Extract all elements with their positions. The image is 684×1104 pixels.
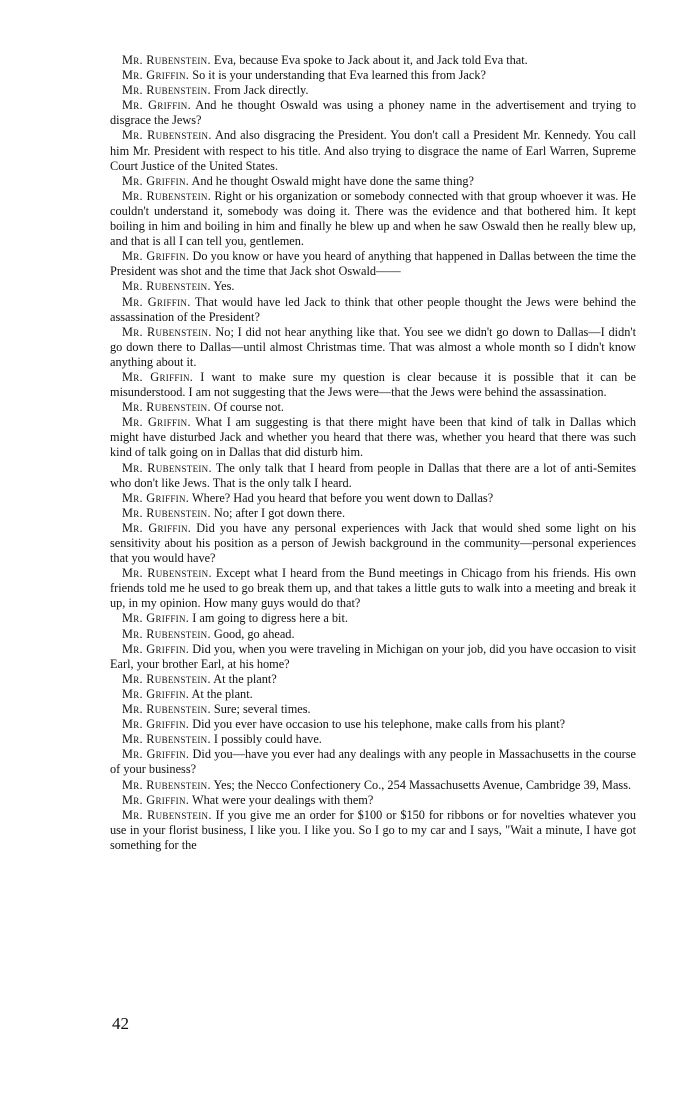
speaker-name: Mr. Rubenstein.: [122, 400, 211, 415]
paragraph: [110, 687, 636, 702]
paragraph-text: What were your dealings with them?: [189, 792, 374, 807]
speaker-name: Mr. Rubenstein.: [122, 626, 211, 641]
paragraph-text: Yes; the Necco Confectionery Co., 254 Massachusetts Avenue, Cambridge 39, Mass.: [210, 777, 632, 792]
paragraph: [110, 370, 636, 400]
paragraph: [110, 506, 636, 521]
speaker-name: Mr. Griffin.: [122, 98, 191, 113]
paragraph-text: Of course not.: [210, 400, 284, 415]
paragraph-text: Yes.: [210, 279, 235, 294]
speaker-name: Mr. Rubenstein.: [122, 807, 212, 822]
paragraph-text: At the plant?: [210, 671, 277, 686]
paragraph: [110, 249, 636, 279]
paragraph-text: And he thought Oswald was using a phoney name in the advertisement and trying to disgrace the Jews?: [110, 98, 636, 128]
paragraph: [110, 279, 636, 294]
speaker-name: Mr. Griffin.: [122, 686, 190, 701]
paragraph-text: If you give me an order for $100 or $150 for ribbons or for novelties whatever you use in your florist business, I like you. I like you. So I go to my car and I says, "Wait a minute, I have got something for the: [110, 807, 636, 852]
speaker-name: Mr. Rubenstein.: [122, 777, 211, 792]
paragraph-text: Did you ever have occasion to use his telephone, make calls from his plant?: [189, 717, 566, 732]
paragraph: [110, 566, 636, 611]
paragraph-text: From Jack directly.: [210, 83, 309, 98]
paragraph: [110, 68, 636, 83]
paragraph: [110, 808, 636, 853]
paragraph-text: No; I did not hear anything like that. You see we didn't go down to Dallas—I didn't go down there to Dallas—until almost Christmas time. That was almost a whole month so I didn't know anything about it.: [110, 324, 637, 369]
paragraph: [110, 83, 636, 98]
paragraph: [110, 189, 636, 249]
paragraph: [110, 611, 636, 626]
speaker-name: Mr. Rubenstein.: [122, 188, 212, 203]
speaker-name: Mr. Rubenstein.: [122, 324, 212, 339]
paragraph: [110, 400, 636, 415]
speaker-name: Mr. Griffin.: [122, 294, 191, 309]
paragraph-text: Good, go ahead.: [210, 626, 295, 641]
paragraph: [110, 53, 636, 68]
paragraph: [110, 325, 636, 370]
speaker-name: Mr. Griffin.: [122, 68, 190, 83]
paragraph: [110, 415, 636, 460]
speaker-name: Mr. Griffin.: [122, 173, 190, 188]
paragraph-text: That would have led Jack to think that other people thought the Jews were behind the assassination of the President?: [110, 294, 636, 324]
paragraph: [110, 732, 636, 747]
paragraph-text: I want to make sure my question is clear because it is possible that it can be misunderstood. I am not suggesting that the Jews were—that the Jews were behind the assassination.: [110, 369, 636, 400]
speaker-name: Mr. Griffin.: [122, 369, 194, 384]
paragraph-text: And he thought Oswald might have done the same thing?: [189, 173, 474, 188]
paragraph-text: Eva, because Eva spoke to Jack about it, and Jack told Eva that.: [210, 53, 528, 67]
paragraph: [110, 491, 636, 506]
paragraph: [110, 98, 636, 128]
paragraph-text: At the plant.: [189, 686, 253, 701]
speaker-name: Mr. Griffin.: [122, 249, 190, 264]
paragraph-text: What I am suggesting is that there might have been that kind of talk in Dallas which might have disturbed Jack and whether you heard that there was, whether you heard that there was such kind of talk going on in Dallas that did disturb him.: [110, 415, 636, 460]
speaker-name: Mr. Griffin.: [122, 641, 190, 656]
paragraph-text: Do you know or have you heard of anything that happened in Dallas between the time the President was shot and the time that Jack shot Oswald——: [110, 249, 637, 279]
speaker-name: Mr. Griffin.: [122, 415, 191, 430]
paragraph-text: Right or his organization or somebody connected with that group whoever it was. He couldn't understand it, somebody was doing it. There was the evidence and that bothered him. It kept boiling in him and boiling in him and finally he blew up and when he saw Oswald then he really blew up, and that is all I can tell you, gentlemen.: [110, 188, 636, 249]
paragraph: [110, 295, 636, 325]
paragraph: [110, 174, 636, 189]
paragraph-text: I possibly could have.: [210, 732, 322, 747]
paragraph-text: Did you, when you were traveling in Michigan on your job, did you have occasion to visit Earl, your brother Earl, at his home?: [110, 641, 636, 671]
speaker-name: Mr. Griffin.: [122, 792, 190, 807]
speaker-name: Mr. Rubenstein.: [122, 732, 211, 747]
speaker-name: Mr. Rubenstein.: [122, 279, 211, 294]
speaker-name: Mr. Rubenstein.: [122, 128, 212, 143]
speaker-name: Mr. Griffin.: [122, 717, 190, 732]
paragraph: [110, 128, 636, 173]
paragraph: [110, 702, 636, 717]
paragraph-text: Except what I heard from the Bund meetings in Chicago from his friends. His own friends told me he used to go break them up, and that takes a little guts to walk into a meeting and break it up, in my opinion. How many guys would do that?: [110, 566, 637, 611]
paragraph-text: I am going to digress here a bit.: [189, 611, 348, 626]
paragraph-text: Sure; several times.: [210, 702, 311, 717]
paragraph: [110, 672, 636, 687]
paragraph: [110, 627, 636, 642]
speaker-name: Mr. Rubenstein.: [122, 505, 211, 520]
transcript-body: [110, 53, 636, 853]
paragraph: [110, 642, 636, 672]
speaker-name: Mr. Rubenstein.: [122, 53, 211, 67]
paragraph-text: The only talk that I heard from people in Dallas that there are a lot of anti-Semites who don't like Jews. That is the only talk I heard.: [110, 460, 636, 490]
paragraph-text: No; after I got down there.: [210, 505, 346, 520]
speaker-name: Mr. Rubenstein.: [122, 83, 211, 98]
paragraph-text: Where? Had you heard that before you went down to Dallas?: [189, 490, 494, 505]
paragraph-text: Did you—have you ever had any dealings with any people in Massachusetts in the course of your business?: [110, 747, 636, 777]
paragraph: [110, 778, 636, 793]
paragraph: [110, 793, 636, 808]
paragraph: [110, 461, 636, 491]
paragraph: [110, 717, 636, 732]
paragraph-text: And also disgracing the President. You don't call a President Mr. Kennedy. You call him Mr. President with respect to his title. And also trying to disgrace the name of Earl Warren, Supreme Court Justice of the United States.: [110, 128, 636, 173]
speaker-name: Mr. Griffin.: [122, 520, 192, 535]
speaker-name: Mr. Rubenstein.: [122, 566, 212, 581]
page-number: 42: [112, 1014, 129, 1033]
speaker-name: Mr. Griffin.: [122, 490, 190, 505]
paragraph-text: Did you have any personal experiences with Jack that would shed some light on his sensitivity about his position as a person of Jewish background in the community—personal experiences that you would have?: [110, 520, 636, 566]
paragraph-text: So it is your understanding that Eva learned this from Jack?: [189, 68, 486, 83]
speaker-name: Mr. Rubenstein.: [122, 671, 211, 686]
paragraph: [110, 521, 636, 566]
speaker-name: Mr. Griffin.: [122, 747, 190, 762]
paragraph: [110, 747, 636, 777]
speaker-name: Mr. Rubenstein.: [122, 702, 211, 717]
speaker-name: Mr. Rubenstein.: [122, 460, 212, 475]
speaker-name: Mr. Griffin.: [122, 611, 190, 626]
